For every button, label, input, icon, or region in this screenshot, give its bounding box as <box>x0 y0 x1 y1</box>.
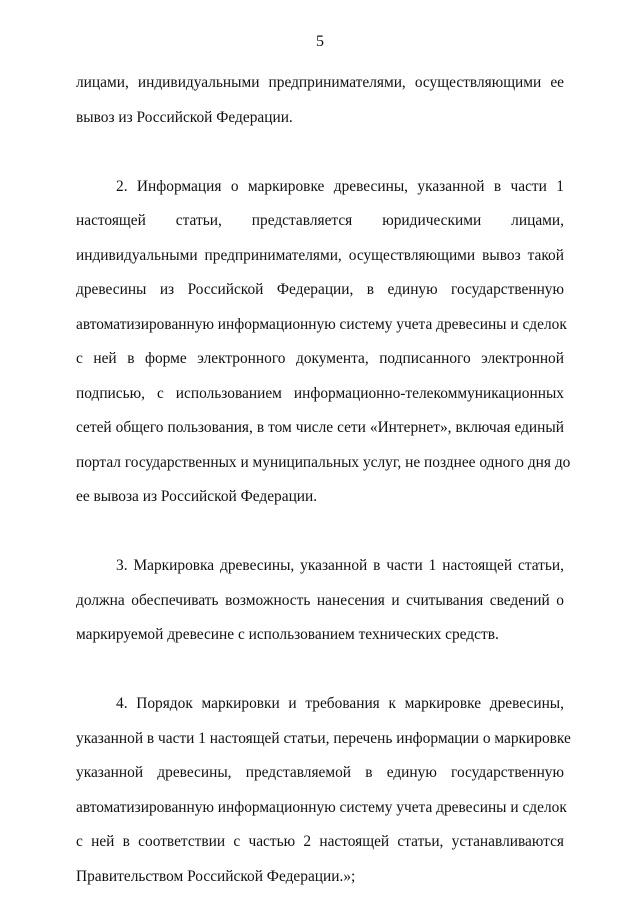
text-line: портал государственных и муниципальных услуг, не позднее одного дня до <box>76 453 571 471</box>
text-line: 2. Информация о маркировке древесины, указанной в части 1 <box>116 177 564 195</box>
text-line: указанной древесины, представляемой в единую государственную <box>76 764 564 781</box>
paragraph-continuation <box>76 66 564 135</box>
text-line: лицами, индивидуальными предпринимателями, осуществляющими ее <box>76 74 564 91</box>
text-line: настоящей статьи, представляется юридическими лицами, <box>76 212 564 229</box>
text-line: сетей общего пользования, в том числе сети «Интернет», включая единый <box>76 419 564 436</box>
document-body <box>76 66 571 894</box>
paragraph-3 <box>76 549 564 653</box>
page-number: 5 <box>316 33 324 50</box>
text-line: маркируемой древесине с использованием технических средств. <box>76 626 499 643</box>
text-line: древесины из Российской Федерации, в единую государственную <box>76 281 564 298</box>
text-line: индивидуальными предпринимателями, осуществляющими вывоз такой <box>76 246 564 264</box>
text-line: Правительством Российской Федерации.»; <box>76 867 356 885</box>
text-line: 4. Порядок маркировки и требования к маркировке древесины, <box>116 695 564 712</box>
paragraph-gap <box>76 135 564 170</box>
paragraph-2 <box>76 170 571 515</box>
text-line: подписью, с использованием информационно-телекоммуникационных <box>76 384 564 402</box>
paragraph-gap <box>76 515 564 550</box>
text-line: с ней в форме электронного документа, подписанного электронной <box>76 350 564 367</box>
text-line: вывоз из Российской Федерации. <box>76 108 293 126</box>
text-line: автоматизированную информационную систему учета древесины и сделок <box>76 798 567 816</box>
text-line: указанной в части 1 настоящей статьи, перечень информации о маркировке <box>76 729 571 747</box>
paragraph-gap <box>76 653 564 688</box>
text-line: 3. Маркировка древесины, указанной в части 1 настоящей статьи, <box>116 557 564 574</box>
text-line: автоматизированную информационную систему учета древесины и сделок <box>76 315 567 333</box>
text-line: ее вывоза из Российской Федерации. <box>76 488 318 505</box>
text-line: должна обеспечивать возможность нанесения и считывания сведений о <box>76 591 564 609</box>
text-line: с ней в соответствии с частью 2 настоящей статьи, устанавливаются <box>76 833 564 850</box>
paragraph-4 <box>76 687 571 894</box>
